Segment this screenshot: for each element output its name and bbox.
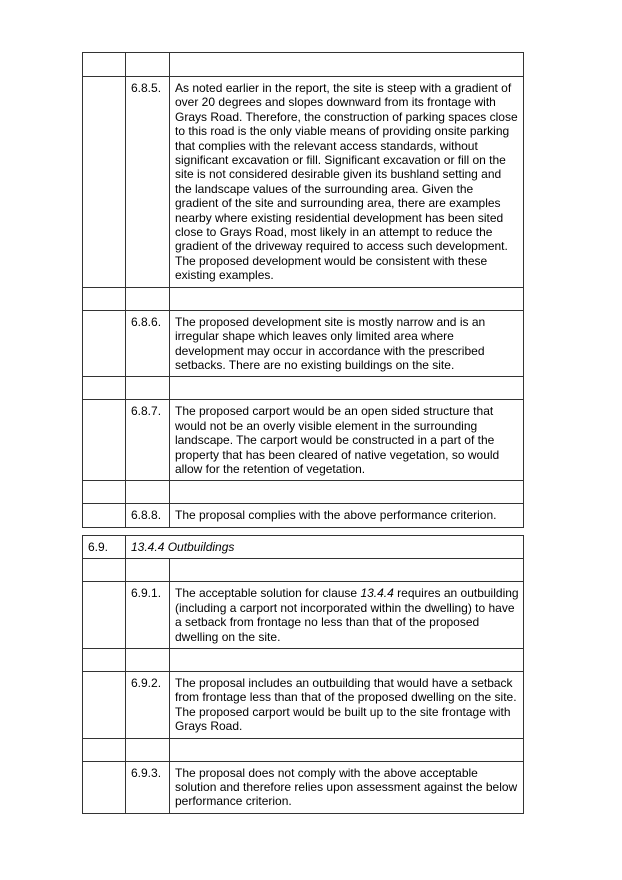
item-text: The proposal includes an outbuilding that would have a setback from frontage less than that of the proposed dwelling on the site. The proposed carport would be built up to the site frontage with Grays Road. bbox=[170, 672, 524, 739]
item-text: The proposal does not comply with the above acceptable solution and therefore relies upon assessment against the below performance criterion. bbox=[170, 761, 524, 813]
item-number: 6.8.7. bbox=[126, 400, 170, 481]
table-section-6-8 bbox=[82, 52, 524, 528]
table-row bbox=[83, 761, 524, 813]
table-row bbox=[83, 481, 524, 504]
table-row bbox=[83, 738, 524, 761]
item-text: The acceptable solution for clause 13.4.4 requires an outbuilding (including a carport not incorporated within the dwelling) to have a setback from frontage no less than that of the proposed dwelling on the site. bbox=[170, 582, 524, 649]
item-text: The proposal complies with the above performance criterion. bbox=[170, 504, 524, 527]
table-row bbox=[83, 400, 524, 481]
table-row bbox=[83, 377, 524, 400]
section-number: 6.9. bbox=[83, 536, 126, 559]
table-section-6-9 bbox=[82, 535, 524, 814]
table-row bbox=[83, 504, 524, 527]
table-row bbox=[83, 672, 524, 739]
clause-reference: 13.4.4 bbox=[360, 586, 394, 601]
item-number: 6.9.2. bbox=[126, 672, 170, 739]
table-row bbox=[83, 77, 524, 288]
item-text: The proposed carport would be an open sided structure that would not be an overly visible element in the surrounding landscape. The carport would be constructed in a part of the property that has been cleared of native vegetation, so would allow for the retention of vegetation. bbox=[170, 400, 524, 481]
item-text: The proposed development site is mostly narrow and is an irregular shape which leaves only limited area where development may occur in accordance with the prescribed setbacks. There are no existing buildings on the site. bbox=[170, 310, 524, 377]
item-number: 6.8.5. bbox=[126, 77, 170, 288]
table-row bbox=[83, 53, 524, 77]
item-number: 6.9.3. bbox=[126, 761, 170, 813]
table-row bbox=[83, 310, 524, 377]
section-heading: 13.4.4 Outbuildings bbox=[126, 536, 524, 559]
table-row bbox=[83, 287, 524, 310]
table-row bbox=[83, 649, 524, 672]
item-number: 6.9.1. bbox=[126, 582, 170, 649]
table-row bbox=[83, 582, 524, 649]
table-row bbox=[83, 559, 524, 582]
table-row bbox=[83, 536, 524, 559]
item-text: As noted earlier in the report, the site is steep with a gradient of over 20 degrees and slopes downward from its frontage with Grays Road. Therefore, the construction of parking spaces close to this road is the only viable means of providing onsite parking that complies with the relevant access standards, without significant excavation or fill. Significant excavation or fill on the site is not considered desirable given its bushland setting and the landscape values of the surrounding area. Given the gradient of the site and surrounding area, there are examples nearby where existing residential development has been sited close to Grays Road, most likely in an attempt to reduce the gradient of the driveway required to access such development. The proposed development would be consistent with these existing examples. bbox=[170, 77, 524, 288]
item-number: 6.8.8. bbox=[126, 504, 170, 527]
item-number: 6.8.6. bbox=[126, 310, 170, 377]
